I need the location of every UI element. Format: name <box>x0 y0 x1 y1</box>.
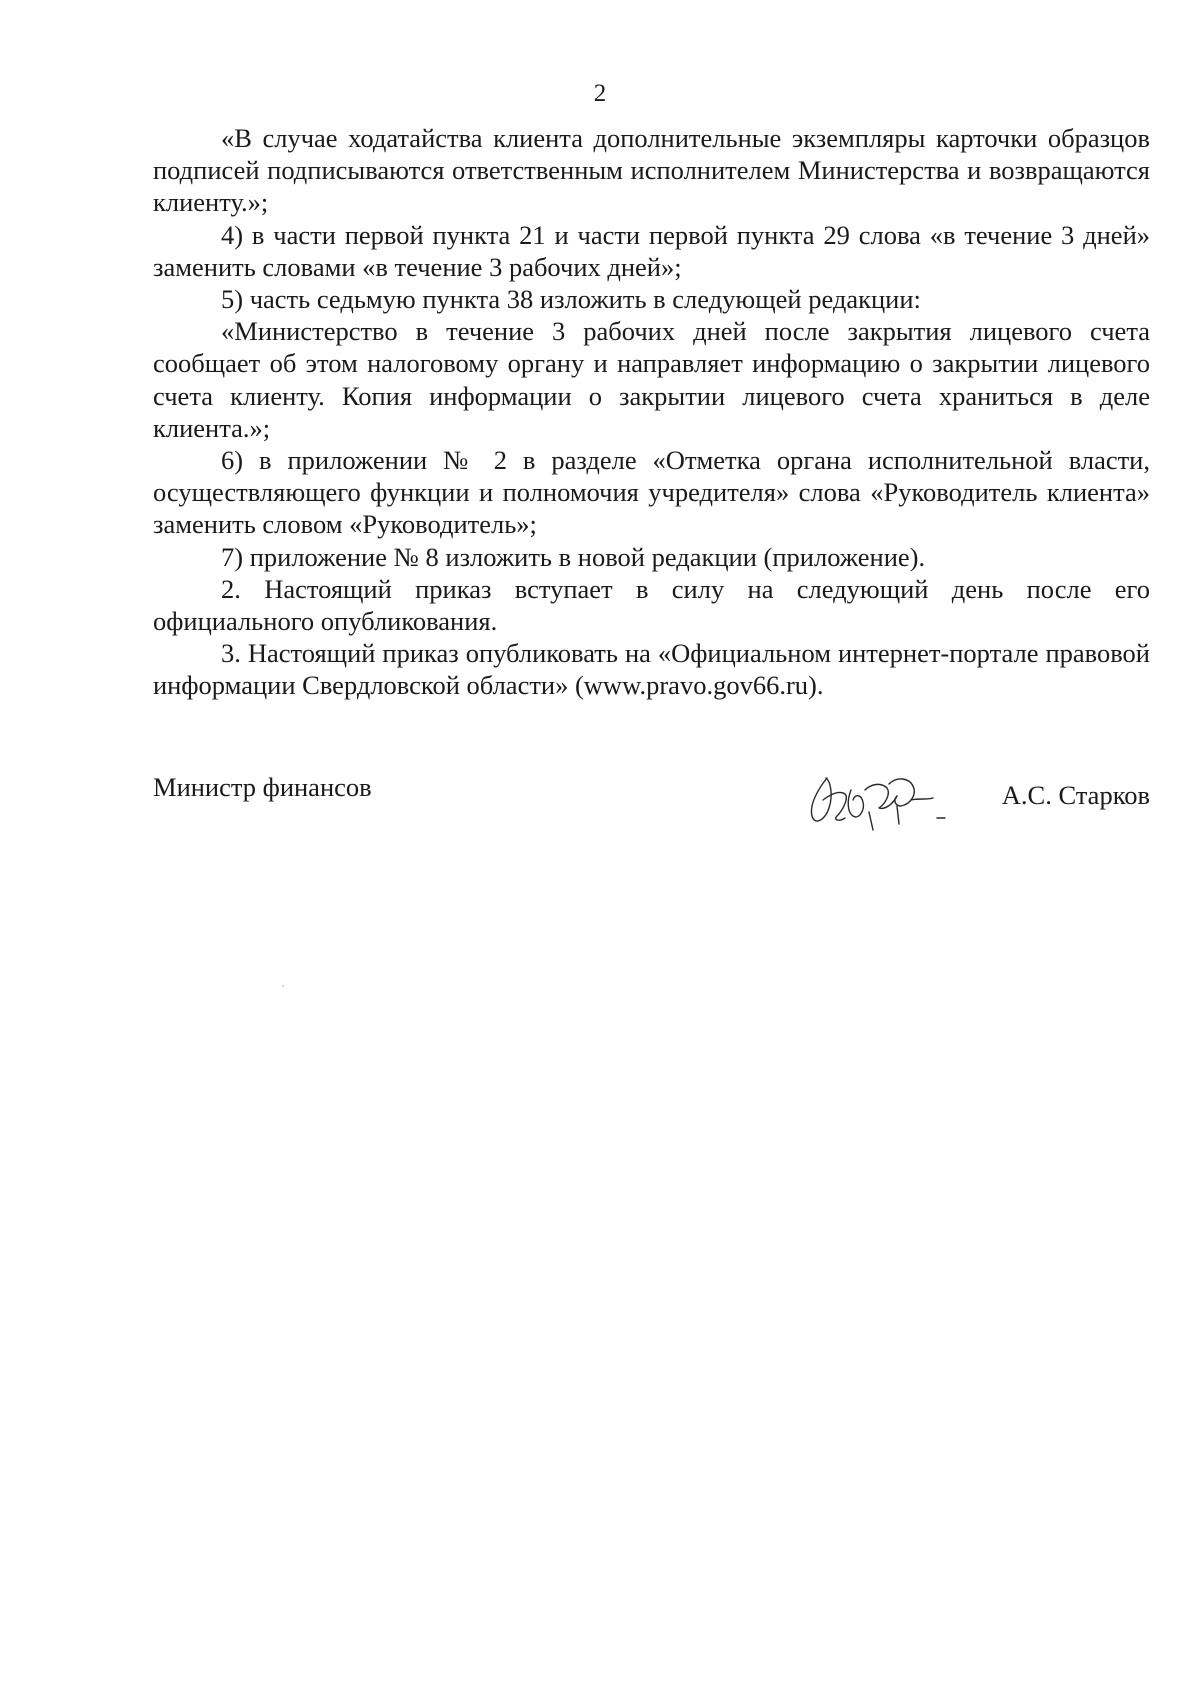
signer-name: А.С. Старков <box>1001 780 1150 810</box>
paragraph-item-4: 4) в части первой пункта 21 и части первой пункта 29 слова «в течение 3 дней» заменить словами «в течение 3 рабочих дней»; <box>153 219 1150 282</box>
signer-position: Министр финансов <box>153 772 372 802</box>
document-body <box>153 122 1150 702</box>
paragraph-item-5: 5) часть седьмую пункта 38 изложить в следующей редакции: <box>221 284 921 315</box>
handwritten-signature <box>793 760 953 840</box>
paragraph-client-signature-cards: «В случае ходатайства клиента дополнительные экземпляры карточки образцов подписей подписываются ответственным исполнителем Министерства и возвращаются клиенту.»; <box>153 123 1150 218</box>
signature-block <box>153 760 1150 840</box>
paragraph-item-6: 6) в приложении № 2 в разделе «Отметка органа исполнительной власти, осуществляющего функции и полномочия учредителя» слова «Руководитель клиента» заменить словом «Руководитель»; <box>153 445 1150 540</box>
paragraph-clause-2: 2. Настоящий приказ вступает в силу на следующий день после его официального опубликования. <box>153 573 1150 637</box>
paragraph-clause-3: 3. Настоящий приказ опубликовать на «Официальном интернет-портале правовой информации Свердловской области» (www.pravo.gov66.ru). <box>153 638 1150 701</box>
page-number: 2 <box>593 80 607 107</box>
paragraph-account-closure-text: «Министерство в течение 3 рабочих дней после закрытия лицевого счета сообщает об этом налоговому органу и направляет информацию о закрытии лицевого счета клиенту. Копия информации о закрытии лицевого счета храниться в деле клиента.»; <box>153 316 1150 443</box>
paragraph-item-7: 7) приложение № 8 изложить в новой редакции (приложение). <box>221 541 926 572</box>
scan-speck <box>282 985 284 987</box>
